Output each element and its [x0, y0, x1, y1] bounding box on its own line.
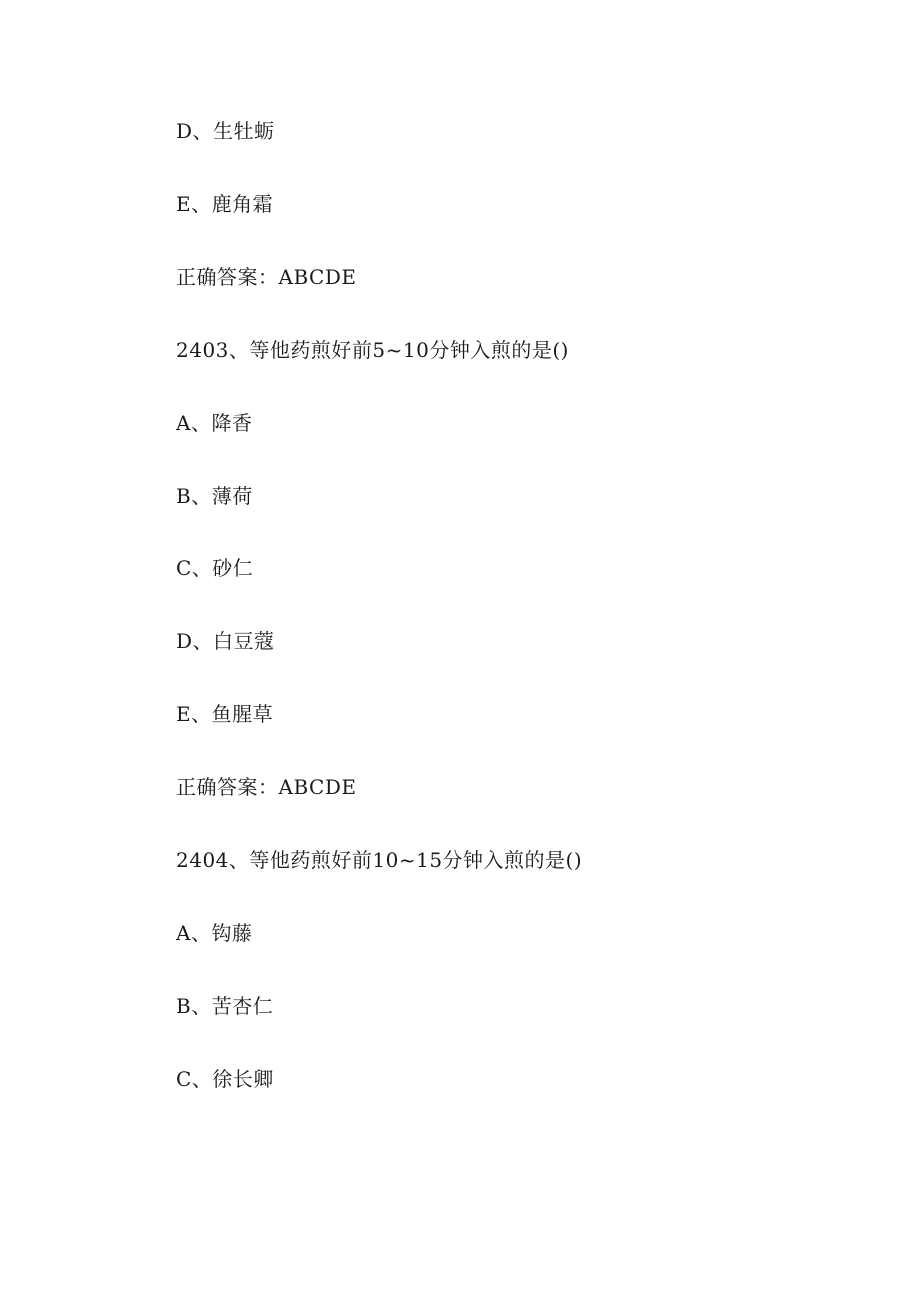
- option-d-q2402: D、生牡蛎: [176, 119, 275, 143]
- option-d-q2403: D、白豆蔻: [176, 629, 275, 653]
- option-e-q2403: E、鱼腥草: [176, 702, 274, 726]
- answer-q2403: 正确答案：ABCDE: [176, 775, 357, 799]
- option-a-q2403: A、降香: [176, 411, 253, 435]
- option-c-q2403: C、砂仁: [176, 556, 254, 580]
- answer-q2402: 正确答案：ABCDE: [176, 265, 357, 289]
- question-2403: 2403、等他药煎好前5~10分钟入煎的是(): [176, 338, 569, 362]
- option-e-q2402: E、鹿角霜: [176, 192, 274, 216]
- option-a-q2404: A、钩藤: [176, 921, 253, 945]
- option-b-q2404: B、苦杏仁: [176, 994, 274, 1018]
- question-2404: 2404、等他药煎好前10~15分钟入煎的是(): [176, 848, 583, 872]
- option-c-q2404: C、徐长卿: [176, 1067, 274, 1091]
- option-b-q2403: B、薄荷: [176, 484, 253, 508]
